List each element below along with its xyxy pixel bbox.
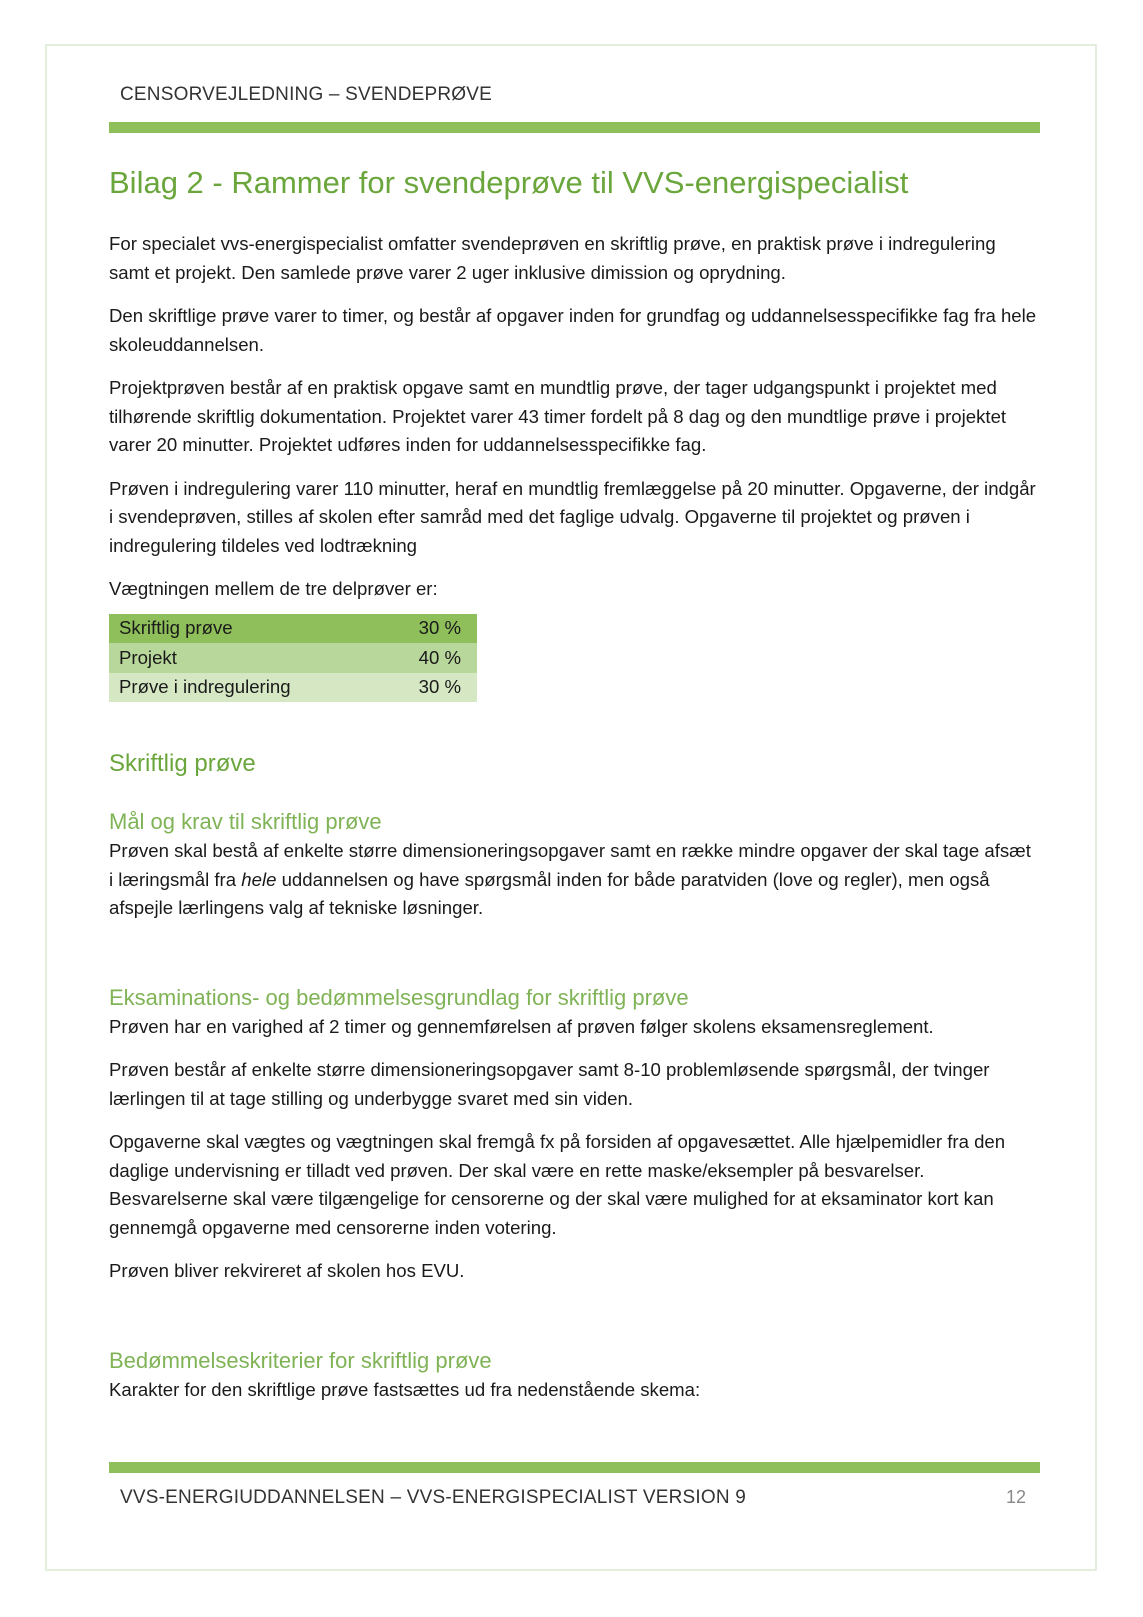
weights-row xyxy=(109,673,477,703)
footer-divider xyxy=(109,1462,1040,1473)
footer-title: VVS-ENERGIUDDANNELSEN – VVS-ENERGISPECIALIST VERSION 9 xyxy=(120,1487,747,1508)
weight-name: Projekt xyxy=(119,646,177,668)
weights-row xyxy=(109,614,477,644)
header-divider xyxy=(109,122,1040,133)
intro-paragraph: Prøven i indregulering varer 110 minutter, heraf en mundtlig fremlæggelse på 20 minutter. Opgaverne, der indgår i svendeprøven, stilles af skolen efter samråd med det faglige udvalg. Opgaverne til projektet og prøven i indregulering tildeles ved lodtrækning xyxy=(109,477,1036,556)
page-number: 12 xyxy=(1006,1487,1027,1507)
subheading-criteria: Bedømmelseskriterier for skriftlig prøve xyxy=(109,1347,492,1373)
goals-paragraph xyxy=(109,837,1040,923)
page-title: Bilag 2 - Rammer for svendeprøve til VVS-energispecialist xyxy=(109,165,909,200)
intro-paragraph: Projektprøven består af en praktisk opgave samt en mundtlig prøve, der tager udgangspunkt i projektet med tilhørende skriftlig dokumentation. Projektet varer 43 timer fordelt på 8 dag og den mundtlige prøve i projektet varer 20 minutter. Projektet udføres inden for uddannelsesspecifikke fag. xyxy=(109,377,1007,455)
weight-value: 40 % xyxy=(418,646,461,668)
exam-basis-paragraph: Prøven har en varighed af 2 timer og gennemførelsen af prøven følger skolens eksamensreglement. xyxy=(109,1015,934,1037)
weights-intro: Vægtningen mellem de tre delprøver er: xyxy=(109,578,438,599)
goals-text-after: uddannelsen og have spørgsmål inden for både paratviden (love og regler), men også afspejle lærlingens valg af tekniske løsninger. xyxy=(109,868,990,918)
weight-name: Prøve i indregulering xyxy=(119,676,291,698)
subheading-goals: Mål og krav til skriftlig prøve xyxy=(109,809,382,834)
weight-value: 30 % xyxy=(418,617,461,639)
exam-basis-paragraph: Opgaverne skal vægtes og vægtningen skal fremgå fx på forsiden af opgavesættet. Alle hjælpemidler fra den daglige undervisning er tilladt ved prøven. Der skal være en rette maske/eksempler på besvarelser. Besvarelserne skal være tilgængelige for censorerne og der skal være mulighed for at eksaminator kort kan gennemgå opgaverne med censorerne inden votering. xyxy=(109,1131,1006,1238)
header-title: CENSORVEJLEDNING – SVENDEPRØVE xyxy=(120,84,493,105)
intro-paragraph: Den skriftlige prøve varer to timer, og består af opgaver inden for grundfag og uddannelsesspecifikke fag fra hele skoleuddannelsen. xyxy=(109,305,1037,355)
document-body xyxy=(109,162,1040,1419)
weights-row xyxy=(109,643,477,673)
section-heading-written: Skriftlig prøve xyxy=(109,750,256,777)
subheading-exam-basis: Eksaminations- og bedømmelsesgrundlag for skriftlig prøve xyxy=(109,984,689,1010)
weights-table xyxy=(109,614,477,703)
intro-paragraph: For specialet vvs-energispecialist omfatter svendeprøven en skriftlig prøve, en praktisk prøve i indregulering samt et projekt. Den samlede prøve varer 2 uger inklusive dimission og oprydning. xyxy=(109,233,996,283)
goals-text-before: Prøven skal bestå af enkelte større dimensioneringsopgaver samt en række mindre opgaver der skal tage afsæt i læringsmål fra xyxy=(109,840,1031,890)
weight-name: Skriftlig prøve xyxy=(119,617,233,639)
weight-value: 30 % xyxy=(418,676,461,698)
exam-basis-paragraph: Prøven bliver rekvireret af skolen hos EVU. xyxy=(109,1260,465,1281)
criteria-paragraph: Karakter for den skriftlige prøve fastsættes ud fra nedenstående skema: xyxy=(109,1378,701,1400)
goals-text-emphasis: hele xyxy=(241,868,277,890)
exam-basis-paragraph: Prøven består af enkelte større dimensioneringsopgaver samt 8-10 problemløsende spørgsmål, der tvinger lærlingen til at tage stilling og underbygge svaret med sin viden. xyxy=(109,1059,990,1109)
